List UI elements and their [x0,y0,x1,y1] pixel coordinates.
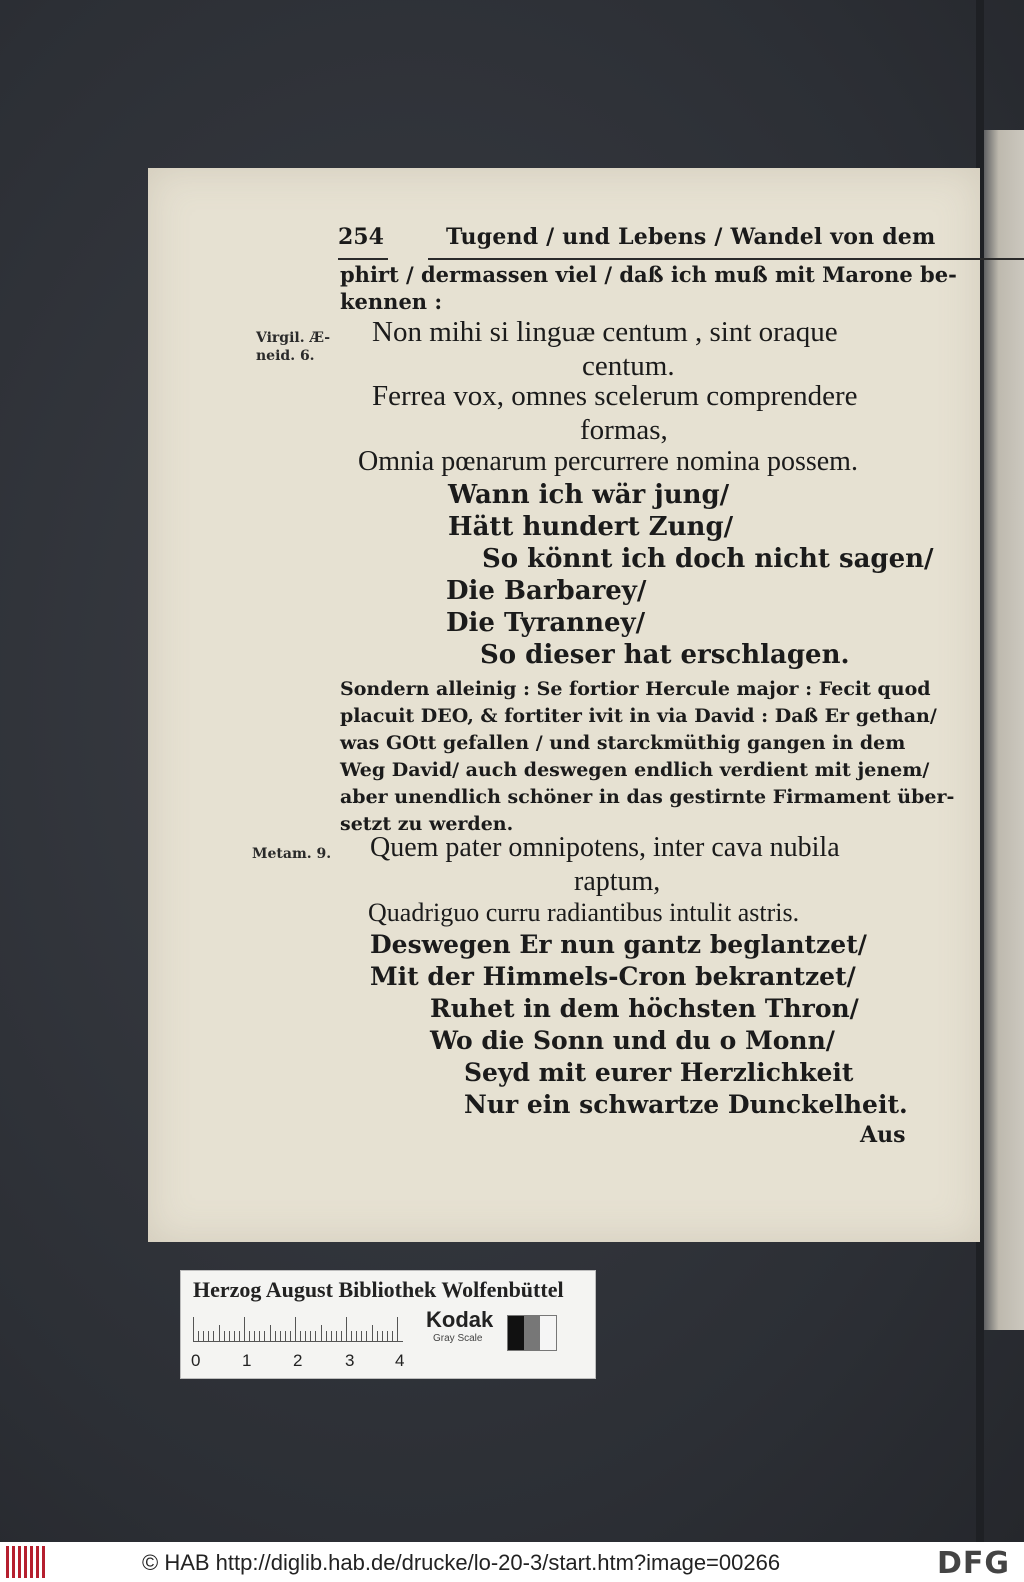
verse-line: Ferrea vox, omnes scelerum comprendere [372,380,858,412]
ruler-tick [392,1331,393,1341]
ruler-tick [254,1331,255,1341]
verse-line: Ruhet in dem höchsten Thron/ [430,994,859,1023]
ruler-tick [305,1331,306,1341]
ruler-tick [382,1331,383,1341]
ruler-tick [321,1325,322,1341]
running-head: Tugend / und Lebens / Wandel von dem [446,224,936,250]
swatch-black [508,1316,524,1350]
hab-logo-icon [6,1546,48,1578]
margin-note: neid. 6. [256,348,315,364]
ruler-tick [397,1317,398,1341]
verse-line: Non mihi si linguæ centum , sint oraque [372,316,838,348]
verse-line: Hätt hundert Zung/ [448,512,734,542]
ruler-tick [372,1325,373,1341]
ruler-tick [351,1331,352,1341]
margin-note: Virgil. Æ- [256,330,331,346]
ruler-tick [213,1331,214,1341]
ruler-tick [229,1331,230,1341]
verse-line: Die Barbarey/ [446,576,647,606]
ruler-number: 1 [242,1351,252,1370]
verse-line: So dieser hat erschlagen. [480,640,850,670]
margin-note: Metam. 9. [252,846,332,862]
ruler-tick [259,1331,260,1341]
ruler-tick [361,1331,362,1341]
ruler-tick [331,1331,332,1341]
verse-line: So könnt ich doch nicht sagen/ [482,544,934,574]
ruler-tick [264,1331,265,1341]
verse-line: centum. [582,350,675,382]
verse-line: Deswegen Er nun gantz beglantzet/ [370,930,867,959]
ruler-tick [275,1331,276,1341]
kodak-brand: Kodak [426,1307,494,1332]
text-line: placuit DEO, & fortiter ivit in via David : Daß Er gethan/ [340,705,937,727]
gray-scale-label: Gray Scale [433,1333,483,1344]
ruler-tick [300,1331,301,1341]
text-line: kennen : [340,289,443,314]
footer-copyright-link[interactable]: © HAB http://diglib.hab.de/drucke/lo-20-3/start.htm?image=00266 [142,1550,781,1575]
ruler-tick [346,1317,347,1341]
card-title: Herzog August Bibliothek Wolfenbüttel [193,1277,564,1302]
ruler-tick [219,1325,220,1341]
ruler-tick [198,1331,199,1341]
ruler-tick [326,1331,327,1341]
scale-ruler [193,1315,403,1342]
header-rule-right [428,258,1024,260]
ruler-tick [377,1331,378,1341]
ruler-tick [193,1317,194,1341]
ruler-tick [239,1331,240,1341]
ruler-tick [285,1331,286,1341]
ruler-tick [244,1317,245,1341]
verse-line: Wann ich wär jung/ [448,480,730,510]
ruler-tick [203,1331,204,1341]
text-line: Weg David/ auch deswegen endlich verdient mit jenem/ [340,759,930,781]
ruler-tick [310,1331,311,1341]
verse-line: raptum, [574,866,661,897]
text-line: phirt / dermassen viel / daß ich muß mit Marone be- [340,262,957,287]
color-calibration-card [180,1270,596,1379]
ruler-tick [356,1331,357,1341]
ruler-tick [336,1331,337,1341]
ruler-tick [387,1331,388,1341]
ruler-number: 0 [191,1351,201,1370]
header-rule-left [338,258,388,260]
page-number: 254 [338,224,384,250]
text-line: Sondern alleinig : Se fortior Hercule major : Fecit quod [340,678,931,700]
ruler-tick [280,1331,281,1341]
ruler-tick [270,1325,271,1341]
swatch-gray [524,1316,540,1350]
ruler-tick [341,1331,342,1341]
ruler-tick [234,1331,235,1341]
verse-line: Wo die Sonn und du o Monn/ [430,1026,835,1055]
verse-line: Seyd mit eurer Herzlichkeit [464,1058,854,1087]
gray-swatches [507,1315,557,1351]
verse-line: formas, [580,414,668,446]
verse-line: Nur ein schwartze Dunckelheit. [464,1090,908,1119]
verse-line: Quadriguo curru radiantibus intulit astris. [368,898,800,927]
ruler-tick [208,1331,209,1341]
catchword: Aus [860,1122,906,1148]
ruler-number: 2 [293,1351,303,1370]
ruler-tick [249,1331,250,1341]
dfg-logo: DFG [936,1546,1010,1581]
verse-line: Mit der Himmels-Cron bekrantzet/ [370,962,856,991]
ruler-tick [295,1317,296,1341]
ruler-number: 4 [395,1351,405,1370]
ruler-number: 3 [345,1351,355,1370]
text-line: was GOtt gefallen / und starckmüthig gangen in dem [340,732,906,754]
swatch-white [540,1316,556,1350]
ruler-tick [315,1331,316,1341]
text-line: setzt zu werden. [340,813,514,835]
verse-line: Die Tyranney/ [446,608,646,638]
verse-line: Omnia pœnarum percurrere nomina possem. [358,446,858,477]
next-page-edge [982,130,1024,1330]
book-page [148,168,980,1242]
ruler-tick [290,1331,291,1341]
footer-bar [0,1542,1024,1582]
ruler-tick [366,1331,367,1341]
ruler-tick [224,1331,225,1341]
text-line: aber unendlich schöner in das gestirnte Firmament über- [340,786,955,808]
page-header [338,220,1024,260]
verse-line: Quem pater omnipotens, inter cava nubila [370,832,840,863]
